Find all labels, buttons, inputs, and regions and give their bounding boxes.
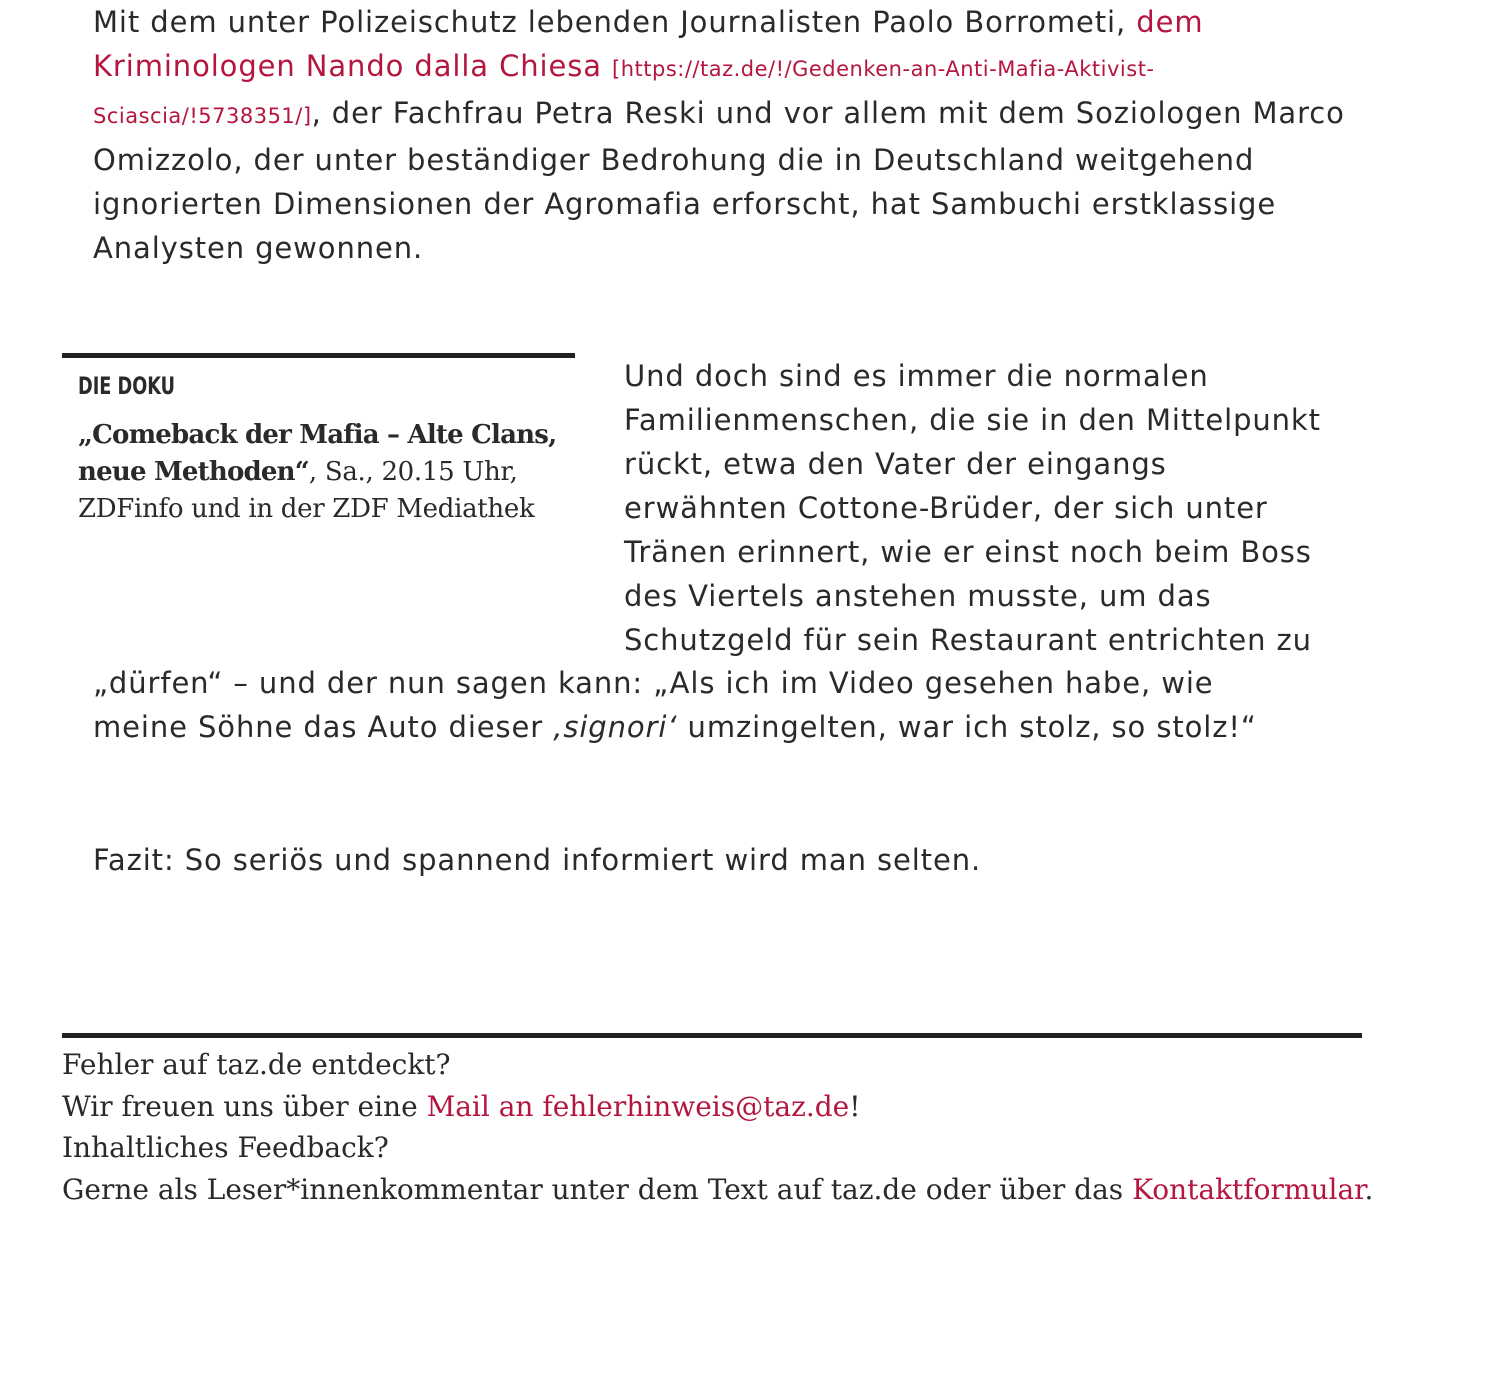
- paragraph-text: Mit dem unter Polizeischutz lebenden Journalisten Paolo Borrometi,: [93, 5, 1137, 39]
- text-segment: meine Söhne das Auto dieser: [93, 710, 554, 744]
- text-line: Familienmenschen, die sie in den Mittelpunkt: [624, 403, 1321, 437]
- infobox-body: [78, 417, 558, 528]
- footer-text: !: [849, 1089, 861, 1123]
- footer-text: Wir freuen uns über eine: [62, 1089, 427, 1123]
- footer-contact-line: [62, 1169, 1442, 1211]
- article-paragraph-1: [93, 0, 1363, 270]
- feedback-footer: [62, 1044, 1442, 1210]
- text-line: [93, 705, 1393, 749]
- footer-feedback-question: Inhaltliches Feedback?: [62, 1131, 389, 1164]
- footer-text: .: [1364, 1172, 1374, 1206]
- text-line: Und doch sind es immer die normalen: [624, 359, 1209, 393]
- footer-error-question: Fehler auf taz.de entdeckt?: [62, 1048, 451, 1081]
- chiesa-article-link[interactable]: dem Kriminologen Nando dalla Chiesa: [93, 5, 1204, 83]
- text-line: erwähnten Cottone-Brüder, der sich unter: [624, 491, 1268, 525]
- text-line: Schutzgeld für sein Restaurant entrichten zu: [624, 623, 1312, 657]
- text-line: „dürfen“ – und der nun sagen kann: „Als ich im Video gesehen habe, wie: [93, 666, 1214, 700]
- text-segment: umzingelten, war ich stolz, so stolz!“: [677, 710, 1257, 744]
- article-paragraph-2-column: [624, 354, 1364, 662]
- text-line: des Viertels anstehen musste, um das: [624, 579, 1212, 613]
- text-line: rückt, etwa den Vater der eingangs: [624, 447, 1167, 481]
- paragraph-text: , der Fachfrau Petra Reski und vor allem mit dem Soziologen Marco Omizzolo, der unter beständiger Bedrohung die in Deutschland weitgehend ignorierten Dimensionen der Agromafia erforscht, hat Sambuchi erstklassige Analysten gewonnen.: [93, 96, 1345, 265]
- text-line: Tränen erinnert, wie er einst noch beim Boss: [624, 535, 1312, 569]
- infobox-top-rule: [62, 353, 575, 358]
- infobox-heading: DIE DOKU: [78, 372, 176, 400]
- article-paragraph-2-full: [93, 661, 1393, 749]
- chiesa-article-url[interactable]: [https://taz.de/!/Gedenken-an-Anti-Mafia-Aktivist-Sciascia/!5738351/]: [93, 57, 1155, 128]
- documentary-title: „Comeback der Mafia – Alte Clans, neue Methoden“: [78, 420, 557, 487]
- broadcast-details: , Sa., 20.15 Uhr, ZDFinfo und in der ZDF Mediathek: [78, 457, 535, 524]
- footer-rule: [62, 1033, 1362, 1038]
- contact-form-link[interactable]: Kontaktformular: [1132, 1172, 1365, 1206]
- mail-link[interactable]: Mail an fehlerhinweis@taz.de: [426, 1089, 850, 1123]
- footer-mail-line: [62, 1086, 1442, 1128]
- article-conclusion: Fazit: So seriös und spannend informiert wird man selten.: [93, 843, 982, 877]
- footer-text: Gerne als Leser*innenkommentar unter dem Text auf taz.de oder über das: [62, 1172, 1133, 1206]
- italic-quote: ‚signori‘: [553, 710, 678, 744]
